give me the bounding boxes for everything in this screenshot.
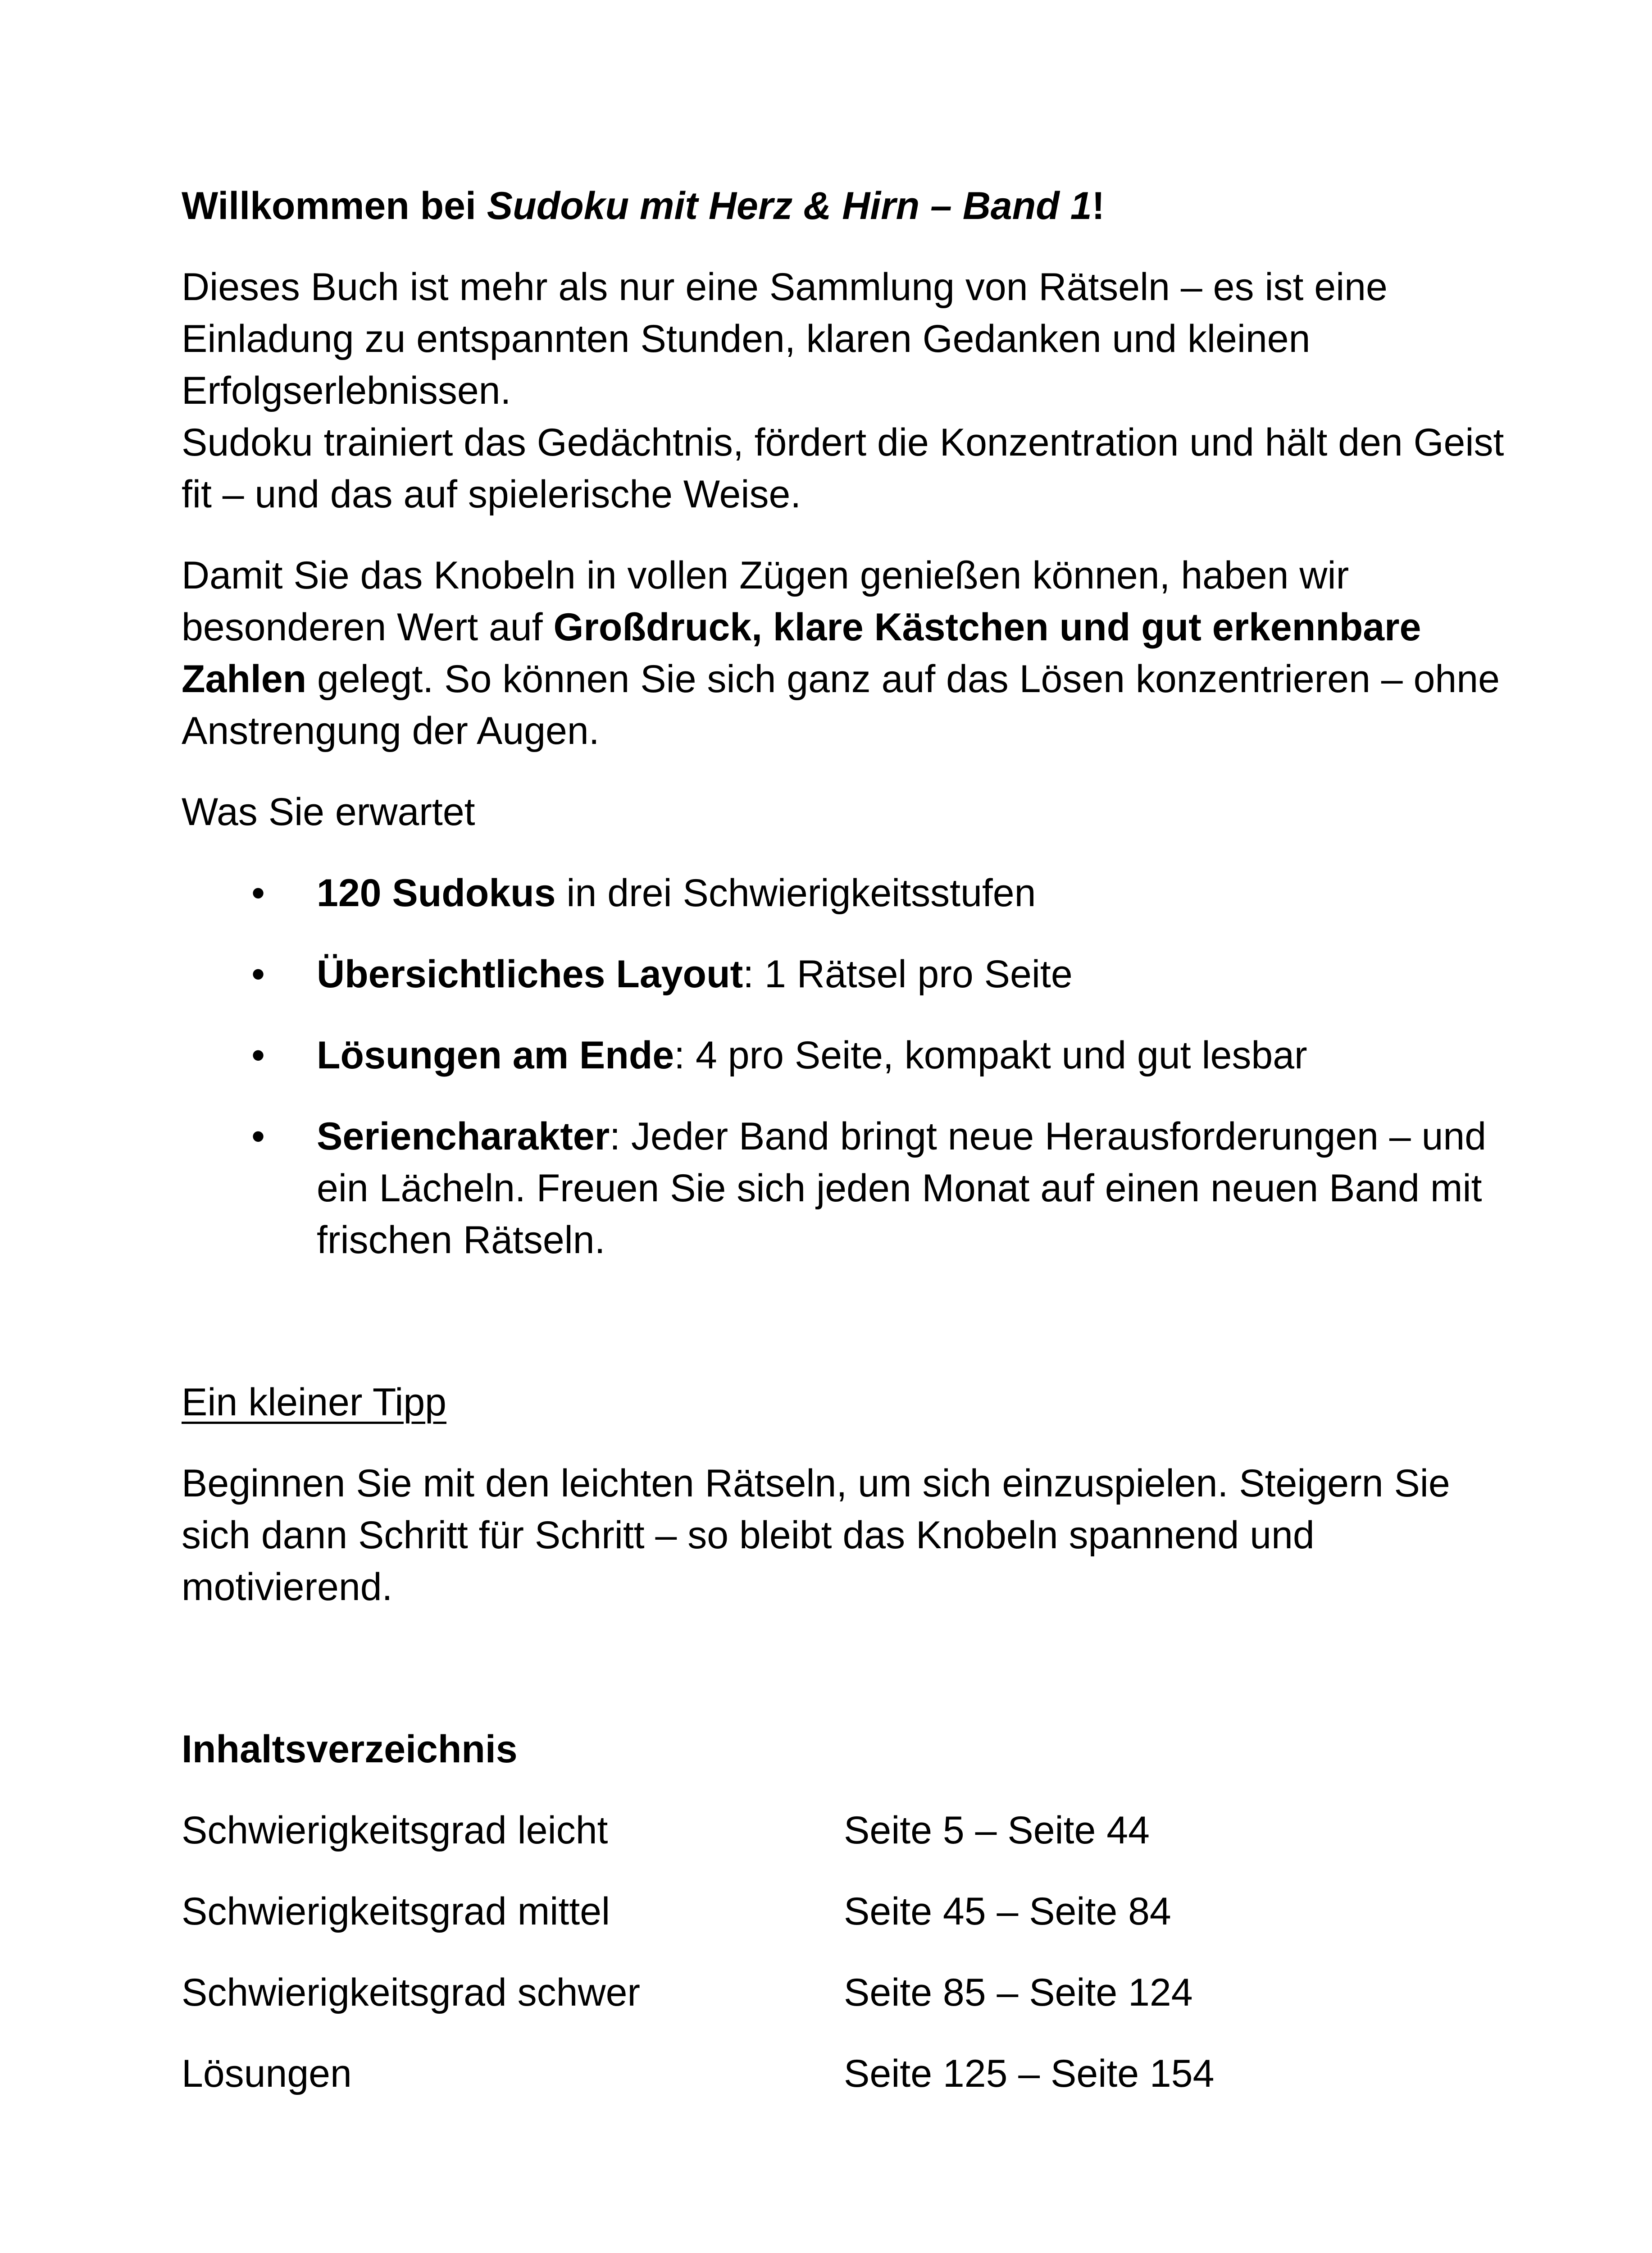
toc-row bbox=[182, 1886, 1515, 1938]
welcome-heading bbox=[182, 180, 1515, 232]
toc-pages: Seite 125 – Seite 154 bbox=[844, 2052, 1215, 2095]
welcome-prefix: Willkommen bei bbox=[182, 184, 487, 228]
book-title: Sudoku mit Herz & Hirn – Band 1 bbox=[487, 184, 1092, 228]
feature-bold: Übersichtliches Layout bbox=[317, 953, 743, 996]
feature-list bbox=[182, 867, 1515, 1266]
welcome-suffix: ! bbox=[1092, 184, 1105, 228]
print-note-bold: Großdruck, klare Kästchen und gut erkennbare Zahlen bbox=[182, 606, 1421, 701]
toc-row bbox=[182, 1805, 1515, 1856]
bullet-icon: • bbox=[251, 871, 265, 915]
feature-item bbox=[182, 867, 1515, 919]
intro-line-2: Sudoku trainiert das Gedächtnis, fördert die Konzentration und hält den Geist fit – und das auf spielerische Weise. bbox=[182, 421, 1504, 516]
expect-heading: Was Sie erwartet bbox=[182, 790, 475, 834]
feature-bold: Lösungen am Ende bbox=[317, 1034, 674, 1077]
bullet-icon: • bbox=[251, 1034, 265, 1077]
feature-item bbox=[182, 1111, 1515, 1266]
feature-text: : 4 pro Seite, kompakt und gut lesbar bbox=[674, 1034, 1307, 1077]
feature-bold: 120 Sudokus bbox=[317, 871, 556, 915]
toc-pages: Seite 45 – Seite 84 bbox=[844, 1890, 1171, 1933]
toc-pages: Seite 5 – Seite 44 bbox=[844, 1809, 1150, 1852]
toc-label: Lösungen bbox=[182, 2052, 352, 2095]
feature-item bbox=[182, 949, 1515, 1000]
feature-text: : 1 Rätsel pro Seite bbox=[743, 953, 1073, 996]
toc-label: Schwierigkeitsgrad leicht bbox=[182, 1809, 608, 1852]
feature-bold: Seriencharakter bbox=[317, 1115, 610, 1158]
page-content bbox=[182, 180, 1515, 2129]
tip-heading: Ein kleiner Tipp bbox=[182, 1381, 446, 1424]
toc-label: Schwierigkeitsgrad mittel bbox=[182, 1890, 610, 1933]
print-note-paragraph bbox=[182, 550, 1515, 757]
toc-heading: Inhaltsverzeichnis bbox=[182, 1728, 518, 1771]
feature-item bbox=[182, 1030, 1515, 1081]
bullet-icon: • bbox=[251, 1115, 265, 1158]
bullet-icon: • bbox=[251, 953, 265, 996]
toc-row bbox=[182, 2048, 1515, 2100]
section-spacer bbox=[182, 1642, 1515, 1724]
print-note-before: Damit Sie das Knobeln in vollen Zügen genießen können, haben wir besonderen Wert auf bbox=[182, 554, 1349, 649]
toc-row bbox=[182, 1967, 1515, 2019]
toc-pages: Seite 85 – Seite 124 bbox=[844, 1971, 1193, 2014]
intro-paragraph bbox=[182, 261, 1515, 520]
tip-paragraph: Beginnen Sie mit den leichten Rätseln, um sich einzuspielen. Steigern Sie sich dann Schritt für Schritt – so bleibt das Knobeln spannend und motivierend. bbox=[182, 1462, 1450, 1609]
section-spacer bbox=[182, 1295, 1515, 1377]
print-note-after: gelegt. So können Sie sich ganz auf das Lösen konzentrieren – ohne Anstrengung der Augen. bbox=[182, 657, 1500, 753]
feature-text: in drei Schwierigkeitsstufen bbox=[555, 871, 1036, 915]
intro-line-1: Dieses Buch ist mehr als nur eine Sammlung von Rätseln – es ist eine Einladung zu entspannten Stunden, klaren Gedanken und kleinen Erfolgserlebnissen. bbox=[182, 265, 1388, 412]
feature-text: : Jeder Band bringt neue Herausforderungen – und ein Lächeln. Freuen Sie sich jeden Monat auf einen neuen Band mit frischen Rätseln. bbox=[317, 1115, 1487, 1262]
toc-label: Schwierigkeitsgrad schwer bbox=[182, 1971, 641, 2014]
